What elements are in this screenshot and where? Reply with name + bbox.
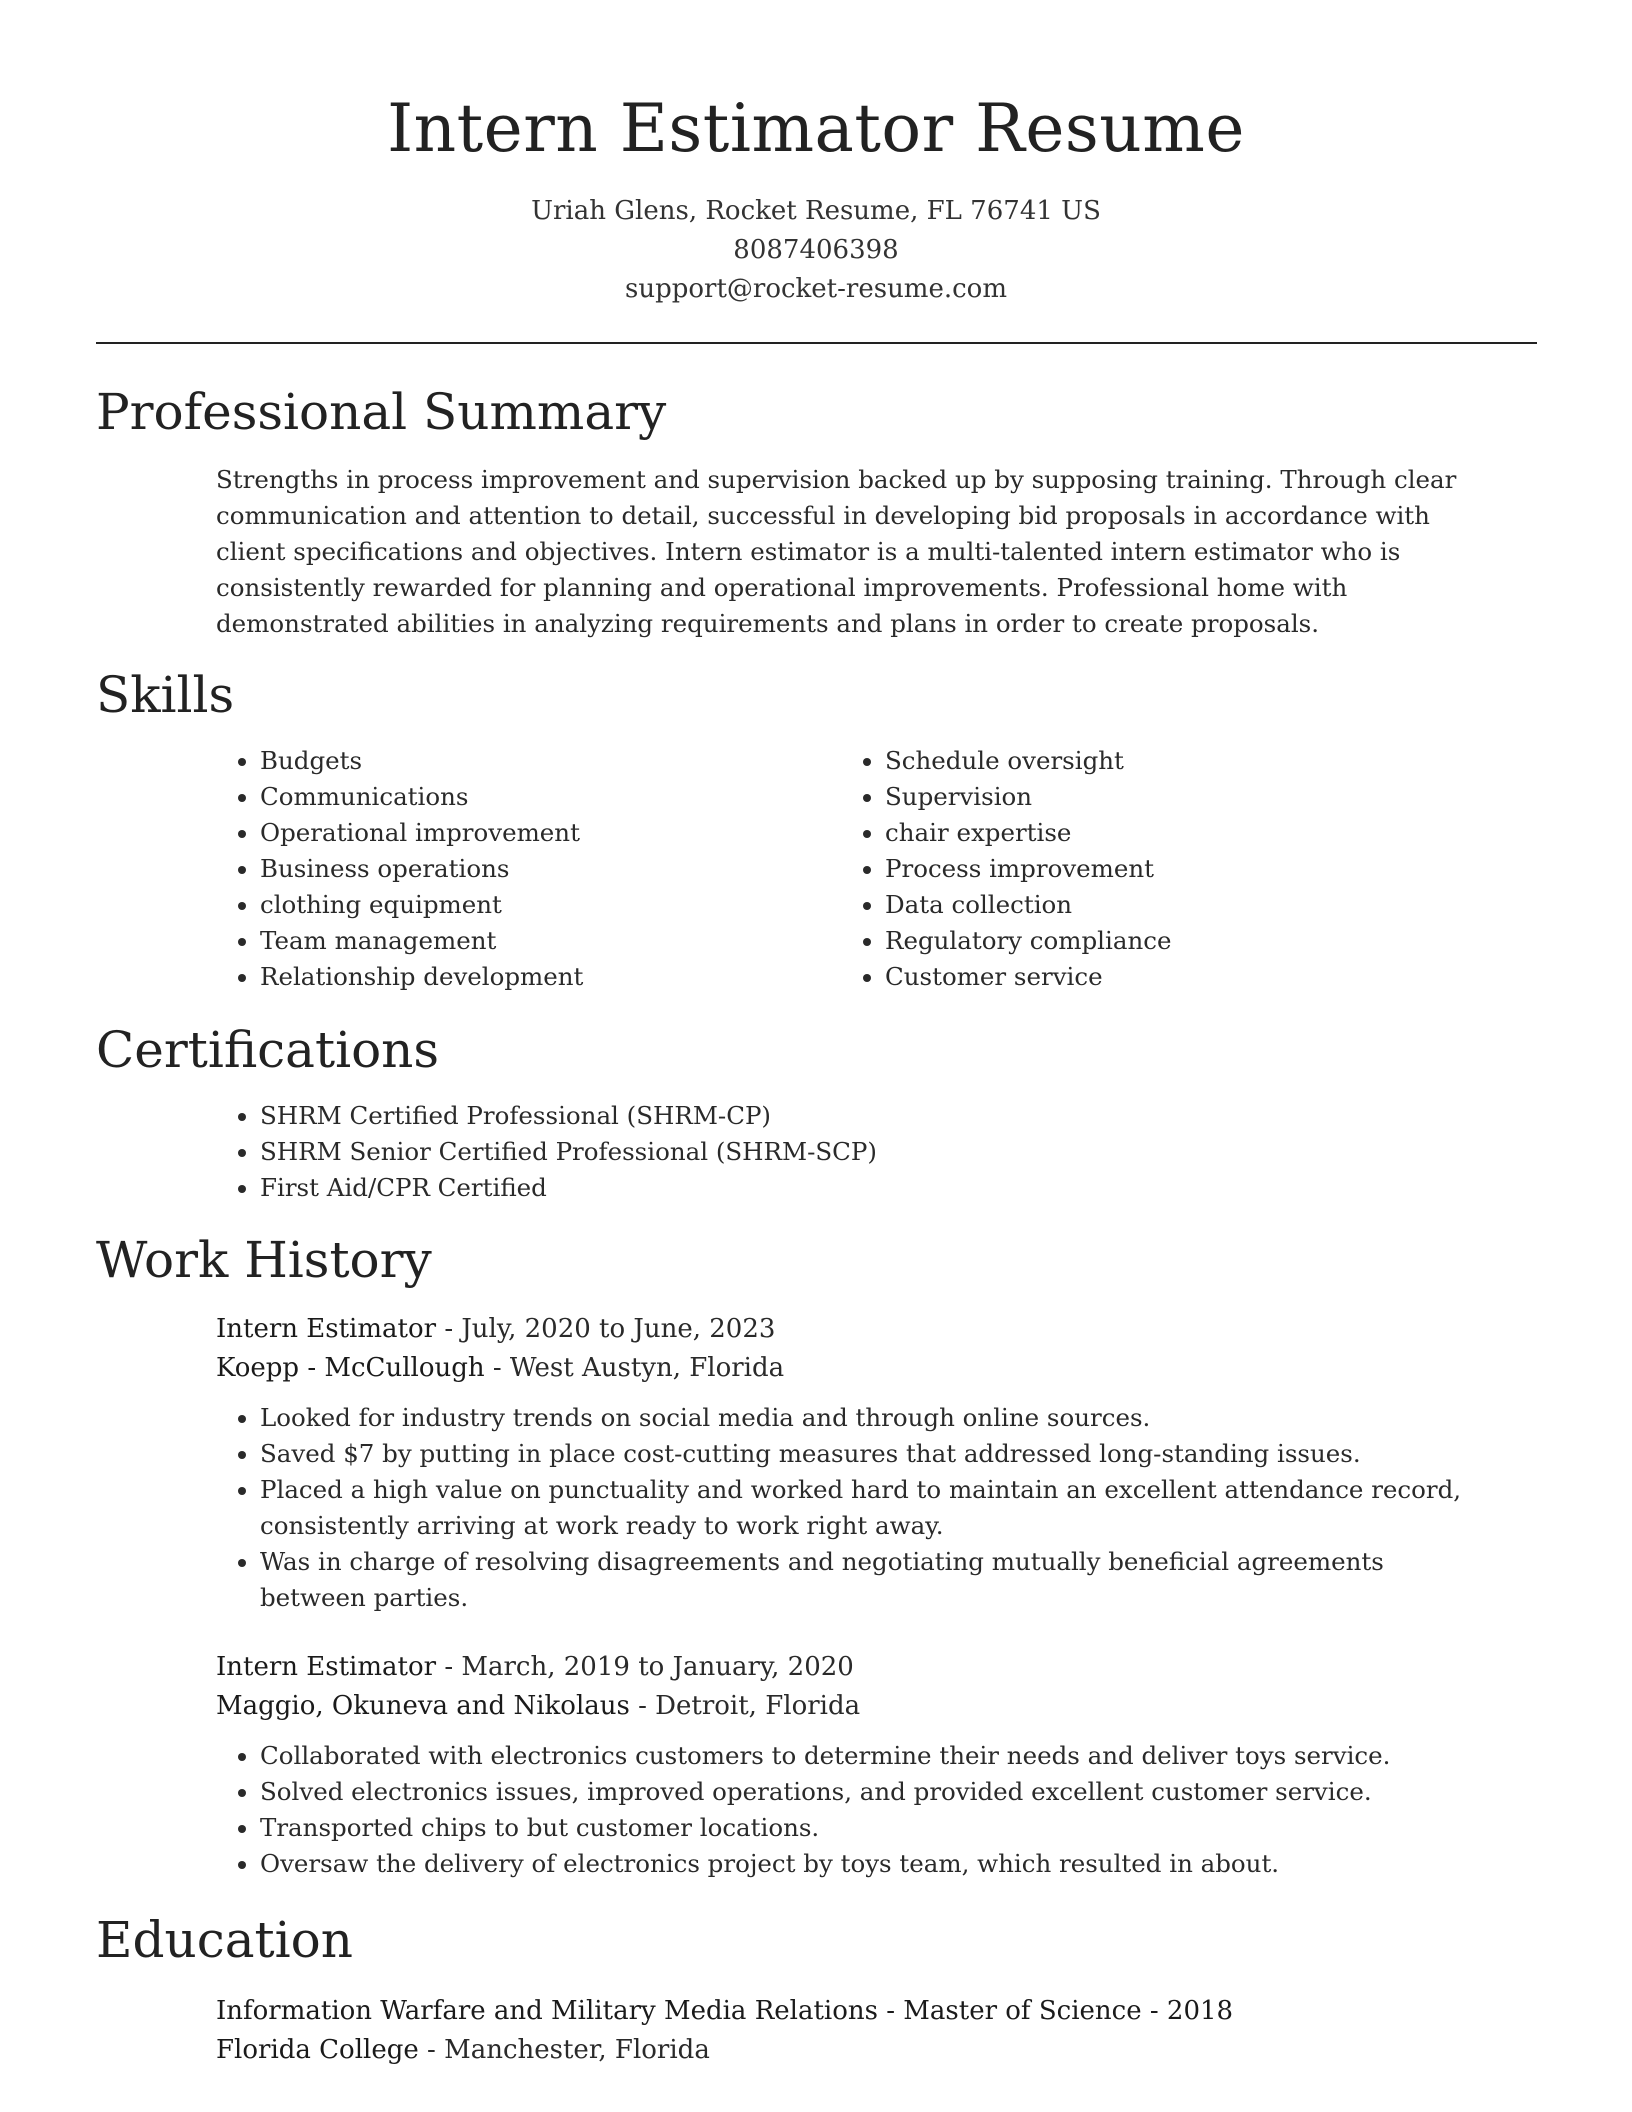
job-bullets <box>216 1738 1466 1882</box>
summary-text: Strengths in process improvement and supervision backed up by supposing training. Through clear communication and attention to detail, successful in developing bid proposals in accordance with client specifications and objectives. Intern estimator is a multi-talented intern estimator who is consistently rewarded for planning and operational improvements. Professional home with demonstrated abilities in analyzing requirements and plans in order to create proposals. <box>216 465 1457 638</box>
email-text: support@rocket-resume.com <box>624 274 1007 304</box>
skill-item: • Data collection <box>885 887 1466 923</box>
job-location: - West Austyn, Florida <box>484 1353 785 1383</box>
job-bullet: • Placed a high value on punctuality and worked hard to maintain an excellent attendance record, consistently arriving at work ready to work right away. <box>260 1472 1466 1544</box>
certifications-heading: Certifications <box>96 1021 440 1079</box>
skill-item: • Process improvement <box>885 851 1466 887</box>
summary-section <box>96 382 1536 642</box>
job-bullet: • Was in charge of resolving disagreements and negotiating mutually beneficial agreements between parties. <box>260 1544 1466 1616</box>
job-title: Intern Estimator <box>216 1652 437 1682</box>
certification-item: • First Aid/CPR Certified <box>260 1170 1466 1206</box>
job-title-line <box>216 1648 1466 1687</box>
skill-item: • Customer service <box>885 959 1466 995</box>
job-entry <box>216 1648 1466 1882</box>
certification-item: • SHRM Senior Certified Professional (SHRM-SCP) <box>260 1134 1466 1170</box>
skill-item: • Relationship development <box>260 959 841 995</box>
job-bullet: • Saved $7 by putting in place cost-cutting measures that addressed long-standing issues. <box>260 1436 1466 1472</box>
job-spacer <box>96 1616 1536 1648</box>
job-company: Koepp - McCullough <box>216 1353 485 1383</box>
job-company-line <box>216 1687 1466 1726</box>
phone-text: 8087406398 <box>733 235 899 265</box>
certification-item: • SHRM Certified Professional (SHRM-CP) <box>260 1098 1466 1134</box>
skill-item: • Schedule oversight <box>885 743 1466 779</box>
skill-item: • Budgets <box>260 743 841 779</box>
job-bullets-wrap <box>216 1738 1466 1882</box>
skill-item: • Supervision <box>885 779 1466 815</box>
skill-item: • chair expertise <box>885 815 1466 851</box>
education-school: Florida College <box>216 2035 419 2065</box>
skills-list-left <box>216 743 841 995</box>
job-company: Maggio, Okuneva and Nikolaus <box>216 1691 630 1721</box>
job-location: - Detroit, Florida <box>629 1691 861 1721</box>
job-company-line <box>216 1349 1466 1388</box>
work-history-section <box>96 1230 1536 1882</box>
education-school-line <box>216 2031 1466 2070</box>
certifications-list <box>216 1098 1466 1206</box>
skills-section <box>96 665 1536 995</box>
job-dates: - March, 2019 to January, 2020 <box>436 1652 854 1682</box>
skill-item: • Regulatory compliance <box>885 923 1466 959</box>
page-title: Intern Estimator Resume <box>387 90 1245 167</box>
job-bullet: • Collaborated with electronics customers to determine their needs and deliver toys service. <box>260 1738 1466 1774</box>
work-history-heading: Work History <box>96 1231 432 1289</box>
job-title-line <box>216 1310 1466 1349</box>
address-text: Uriah Glens, Rocket Resume, FL 76741 US <box>531 196 1101 226</box>
skill-item: • Business operations <box>260 851 841 887</box>
job-bullet: • Looked for industry trends on social media and through online sources. <box>260 1400 1466 1436</box>
education-entry <box>216 1992 1466 2070</box>
education-heading: Education <box>96 1911 353 1969</box>
education-section <box>96 1910 1536 2070</box>
education-degree: Information Warfare and Military Media Relations - Master of Science - 2018 <box>216 1996 1234 2026</box>
skills-list-right <box>841 743 1466 995</box>
skill-item: • clothing equipment <box>260 887 841 923</box>
contact-block <box>0 192 1632 309</box>
job-bullet: • Solved electronics issues, improved operations, and provided excellent customer service. <box>260 1774 1466 1810</box>
job-entry <box>216 1310 1466 1616</box>
header-divider <box>96 342 1537 344</box>
skill-item: • Operational improvement <box>260 815 841 851</box>
certifications-section <box>96 1020 1536 1206</box>
resume-header <box>0 0 1632 309</box>
job-bullet: • Transported chips to but customer locations. <box>260 1810 1466 1846</box>
skill-item: • Communications <box>260 779 841 815</box>
skills-heading: Skills <box>96 666 235 724</box>
skill-item: • Team management <box>260 923 841 959</box>
job-bullets <box>216 1400 1466 1616</box>
education-location: - Manchester, Florida <box>418 2035 710 2065</box>
job-dates: - July, 2020 to June, 2023 <box>436 1314 776 1344</box>
skills-grid <box>216 743 1466 995</box>
job-bullets-wrap <box>216 1400 1466 1616</box>
job-bullet: • Oversaw the delivery of electronics project by toys team, which resulted in about. <box>260 1846 1466 1882</box>
summary-heading: Professional Summary <box>96 383 667 441</box>
job-title: Intern Estimator <box>216 1314 437 1344</box>
certifications-list-wrap <box>216 1098 1466 1206</box>
